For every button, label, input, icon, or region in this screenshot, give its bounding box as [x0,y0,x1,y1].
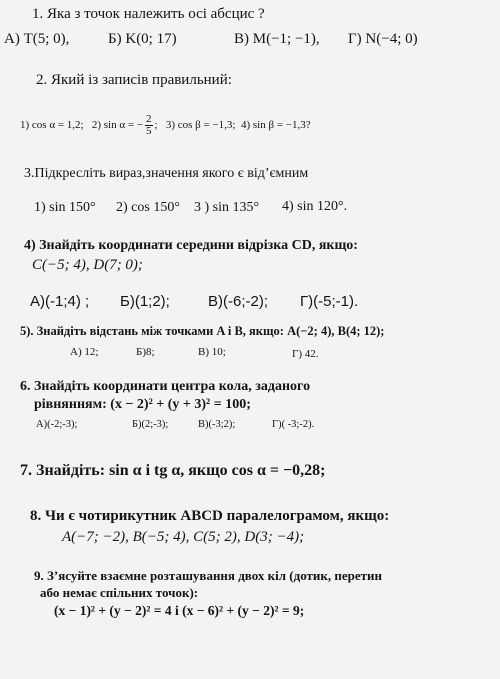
q9-question-line2: або немає спільних точок): [40,585,199,600]
q3-question: 3.Підкресліть вираз,значення якого є від’ємним [24,166,309,181]
q4-data: C(−5; 4), D(7; 0); [32,257,143,273]
q6-option-d: Г)( -3;-2). [272,419,315,430]
q5-question: 5). Знайдіть відстань між точками A і B, якщо: A(−2; 4), B(4; 12); [20,324,385,338]
q2-option-4: 4) sin β = −1,3? [240,119,311,132]
q2-option-2-suffix: ; [154,119,158,132]
q3-option-4: 4) sin 120°. [282,199,348,214]
q5-option-b: Б)8; [136,346,155,358]
q6-option-c: В)(-3;2); [198,419,236,430]
q1-option-a: А) T(5; 0), [4,31,70,47]
q1-option-d: Г) N(−4; 0) [348,31,418,47]
q4-option-a: А)(-1;4) ; [30,293,90,310]
q5-option-d: Г) 42. [292,348,319,360]
q5-option-c: В) 10; [198,346,226,358]
q2-fraction [145,114,153,137]
q2-option-1: 1) cos α = 1,2; [20,119,84,132]
q6-question-line1: 6. Знайдіть координати центра кола, заданого [20,379,311,394]
q6-question-line2: рівнянням: (x − 2)² + (y + 3)² = 100; [34,397,251,412]
q6-option-a: А)(-2;-3); [36,419,78,430]
q3-option-3: 3 ) sin 135° [194,200,260,215]
q3-option-1: 1) sin 150° [34,200,96,215]
q1-option-c: В) M(−1; −1), [234,31,320,47]
q2-option-2 [91,113,160,137]
q4-option-b: Б)(1;2); [120,293,170,310]
q2-option-2-prefix: 2) sin α = − [91,119,144,132]
q4-question: 4) Знайдіть координати середини відрізка CD, якщо: [24,238,358,253]
q6-option-b: Б)(2;-3); [132,419,169,430]
q5-option-a: А) 12; [70,346,99,358]
q2-option-3: 3) cos β = −1,3; [165,119,236,132]
q8-data: A(−7; −2), B(−5; 4), C(5; 2), D(3; −4); [62,529,305,545]
q2-options-row [20,114,311,137]
q2-fraction-numerator: 2 [146,113,152,125]
q3-option-2: 2) cos 150° [116,200,180,215]
q4-option-d: Г)(-5;-1). [300,293,359,310]
q8-question: 8. Чи є чотирикутник ABCD паралелограмом, якщо: [30,508,390,524]
q4-option-c: В)(-6;-2); [208,293,268,310]
q1-option-b: Б) K(0; 17) [108,31,177,47]
q1-question: 1. Яка з точок належить осі абсцис ? [32,6,265,22]
q9-equations: (x − 1)² + (y − 2)² = 4 і (x − 6)² + (y − 2)² = 9; [54,603,305,618]
q9-question-line1: 9. З’ясуйте взаємне розташування двох кіл (дотик, перетин [34,568,383,583]
q2-question: 2. Який із записів правильний: [36,72,232,88]
q2-fraction-denominator: 5 [146,125,152,137]
q7-question: 7. Знайдіть: sin α і tg α, якщо cos α = −0,28; [20,462,326,479]
